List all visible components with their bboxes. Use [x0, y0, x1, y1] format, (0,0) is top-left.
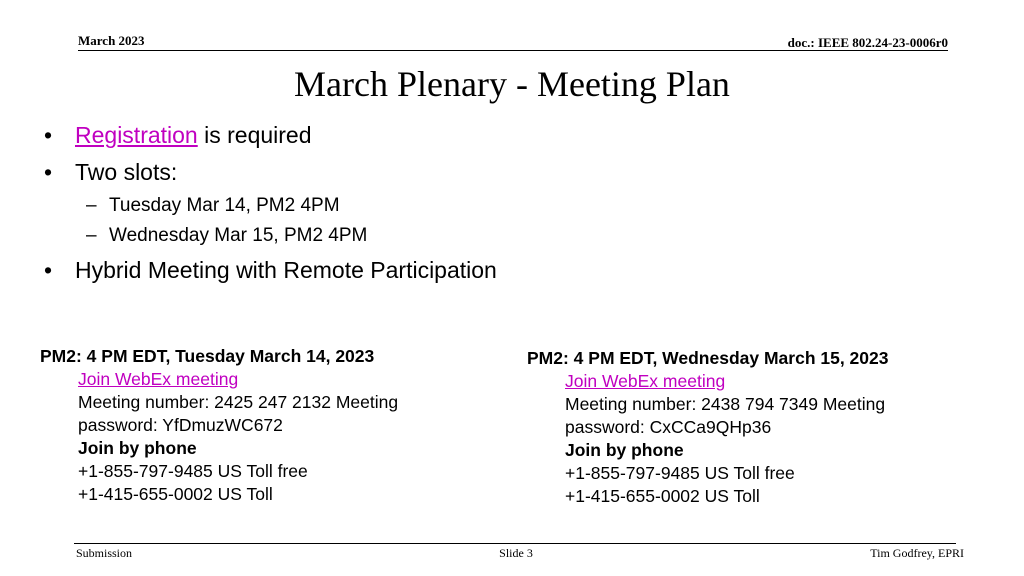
- join-by-phone: Join by phone: [565, 440, 684, 460]
- meeting-password: password: CxCCa9QHp36: [565, 417, 772, 437]
- registration-text: is required: [197, 122, 312, 148]
- slot2-text: Wednesday Mar 15, PM2 4PM: [109, 225, 368, 246]
- registration-link[interactable]: Registration: [75, 122, 198, 148]
- join-webex-link[interactable]: Join WebEx meeting: [565, 371, 726, 391]
- bullet-hybrid: [44, 257, 497, 284]
- header-rule: [78, 50, 948, 51]
- sub-bullet-slot2: [86, 225, 367, 247]
- join-by-phone: Join by phone: [78, 438, 197, 458]
- slide-title: March Plenary - Meeting Plan: [294, 64, 730, 104]
- meeting-box-wednesday: [527, 347, 888, 508]
- hybrid-text: Hybrid Meeting with Remote Participation: [75, 257, 497, 283]
- phone-toll-free: +1-855-797-9485 US Toll free: [78, 461, 308, 481]
- header-doc-id: doc.: IEEE 802.24-23-0006r0: [787, 35, 948, 50]
- meeting-box-tuesday: [40, 345, 398, 506]
- bullet-dot-icon: •: [44, 122, 53, 148]
- dash-icon: –: [86, 225, 97, 246]
- footer-slide-number: Slide 3: [499, 546, 533, 560]
- meeting-heading: PM2: 4 PM EDT, Wednesday March 15, 2023: [527, 348, 889, 368]
- meeting-password: password: YfDmuzWC672: [78, 415, 283, 435]
- slot1-text: Tuesday Mar 14, PM2 4PM: [109, 195, 340, 216]
- bullet-two-slots: [44, 159, 177, 186]
- header-date: March 2023: [78, 33, 145, 48]
- two-slots-text: Two slots:: [75, 159, 178, 185]
- bullet-dot-icon: •: [44, 257, 53, 283]
- footer-author: Tim Godfrey, EPRI: [870, 546, 964, 560]
- bullet-dot-icon: •: [44, 159, 53, 185]
- footer-rule: [74, 543, 956, 544]
- phone-toll: +1-415-655-0002 US Toll: [78, 484, 273, 504]
- footer-submission: Submission: [76, 546, 133, 560]
- meeting-number: Meeting number: 2438 794 7349 Meeting: [565, 394, 886, 414]
- phone-toll: +1-415-655-0002 US Toll: [565, 486, 760, 506]
- dash-icon: –: [86, 195, 97, 216]
- sub-bullet-slot1: [86, 195, 340, 217]
- bullet-registration: [44, 122, 312, 149]
- join-webex-link[interactable]: Join WebEx meeting: [78, 369, 239, 389]
- meeting-number: Meeting number: 2425 247 2132 Meeting: [78, 392, 399, 412]
- meeting-heading: PM2: 4 PM EDT, Tuesday March 14, 2023: [40, 346, 375, 366]
- phone-toll-free: +1-855-797-9485 US Toll free: [565, 463, 795, 483]
